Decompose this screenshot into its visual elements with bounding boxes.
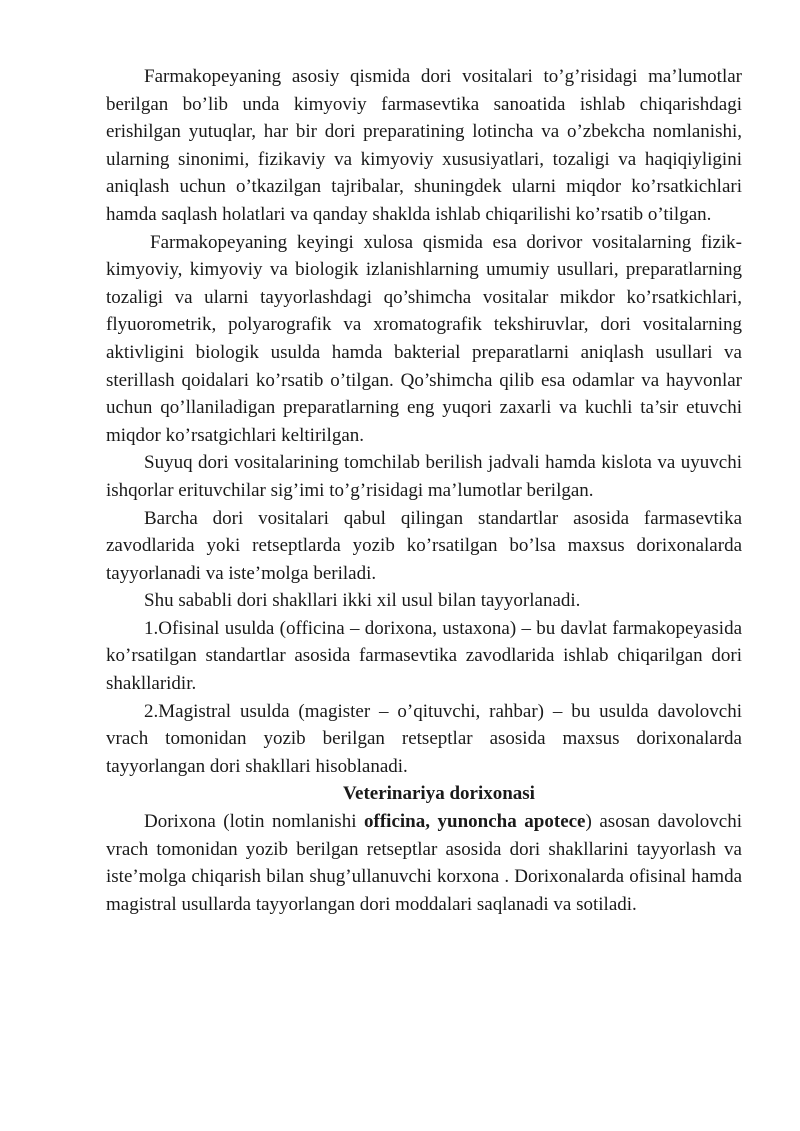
- document-page: [106, 63, 742, 918]
- paragraph-pharmacopoeia-conclusion: Farmakopeyaning keyingi xulosa qismida esa dorivor vositalarning fizik-kimyoviy, kimyoviy va biologik izlanishlarning umumiy usullari, preparatlarning tozaligi va ularni tayyorlashdagi qo’shimcha vositalar mikdor ko’rsatkichlari, flyuorometrik, polyarografik va xromatografik tekshiruvlar, dori vositalarning aktivligini biologik usulda hamda bakterial preparatlarni aniqlash usullari va sterillash qoidalari ko’rsatib o’tilgan. Qo’shimcha qilib esa odamlar va hayvonlar uchun qo’llaniladigan preparatlarning eng yuqori zaxarli va kuchli ta’sir etuvchi miqdor ko’rsatgichlari keltirilgan.: [106, 231, 742, 446]
- definition-text-before: Dorixona (lotin nomlanishi: [144, 811, 365, 833]
- paragraph-two-methods: Shu sababli dori shakllari ikki xil usul bilan tayyorlanadi.: [144, 590, 581, 612]
- paragraph-officinal-method: 1.Ofisinal usulda (officina – dorixona, ustaxona) – bu davlat farmakopeyasida ko’rsatilgan standartlar asosida farmasevtika zavodlarida ishlab chiqarilgan dori shakllaridir.: [106, 617, 742, 695]
- paragraph-liquid-drops: Suyuq dori vositalarining tomchilab berilish jadvali hamda kislota va uyuvchi ishqorlar erituvchilar sig’imi to’g’risidagi ma’lumotlar berilgan.: [106, 452, 742, 501]
- section-heading: Veterinariya dorixonasi: [343, 783, 535, 805]
- definition-text-after: ) asosan davolovchi vrach tomonidan yozib berilgan retseptlar asosida dori shakllarini tayyorlash va iste’molga chiqarish bilan shug’ullanuvchi korxona . Dorixonalarda ofisinal hamda magistral usullarda tayyorlangan dori moddalari saqlanadi va sotiladi.: [106, 811, 743, 915]
- definition-bold-term: officina, yunoncha apotece: [364, 811, 586, 833]
- paragraph-pharmacy-definition: [106, 808, 742, 918]
- paragraph-standards: Barcha dori vositalari qabul qilingan standartlar asosida farmasevtika zavodlarida yoki retseptlarda yozib ko’rsatilgan bo’lsa maxsus dorixonalarda tayyorlanadi va iste’molga beriladi.: [106, 507, 742, 584]
- paragraph-pharmacopoeia-main: Farmakopeyaning asosiy qismida dori vositalari to’g’risidagi ma’lumotlar berilgan bo’lib unda kimyoviy farmasevtika sanoatida ishlab chiqarishdagi erishilgan yutuqlar, har bir dori preparatining lotincha va o’zbekcha nomlanishi, ularning sinonimi, fizikaviy va kimyoviy xususiyatlari, tozaligi va haqiqiyligini aniqlash uchun o’tkazilgan tajribalar, shuningdek ularni miqdor ko’rsatkichlari hamda saqlash holatlari va qanday shaklda ishlab chiqarilishi ko’rsatib o’tilgan.: [106, 66, 742, 225]
- paragraph-magistral-method: 2.Magistral usulda (magister – o’qituvchi, rahbar) – bu usulda davolovchi vrach tomonidan yozib berilgan retseptlar asosida maxsus dorixonalarda tayyorlangan dori shakllari hisoblanadi.: [106, 700, 742, 777]
